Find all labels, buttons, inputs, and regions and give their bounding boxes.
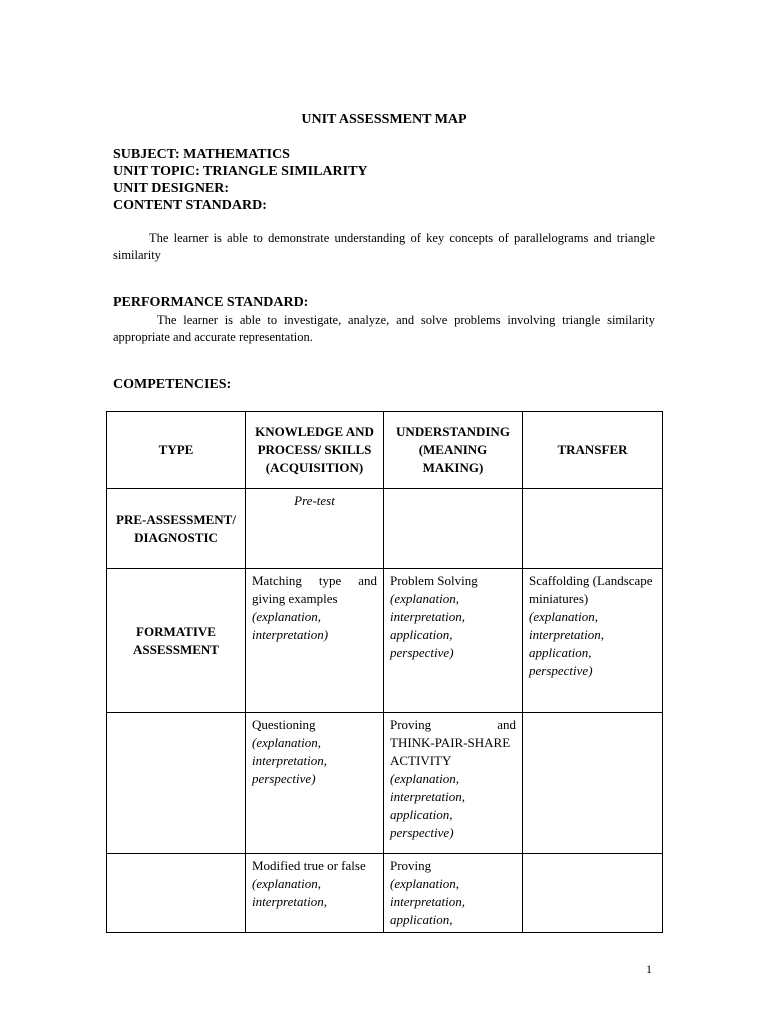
designer-line: UNIT DESIGNER: bbox=[113, 181, 230, 196]
table-row bbox=[107, 489, 663, 569]
knowledge-dimensions: (explanation, interpretation, perspective) bbox=[252, 735, 327, 786]
table-header-row bbox=[107, 412, 663, 489]
understanding-activity: THINK-PAIR-SHARE ACTIVITY bbox=[390, 735, 511, 768]
understanding-dimensions: (explanation, interpretation, application, perspective) bbox=[390, 771, 465, 840]
understanding-text: Problem Solving bbox=[390, 573, 478, 588]
knowledge-cell bbox=[246, 569, 384, 713]
understanding-dimensions: (explanation, interpretation, application, perspective) bbox=[390, 591, 465, 660]
content-standard-text: The learner is able to demonstrate understanding of key concepts of parallelograms and triangle similarity bbox=[113, 231, 655, 262]
type-cell bbox=[107, 713, 246, 854]
performance-standard-text: The learner is able to investigate, analyze, and solve problems involving triangle similarity appropriate and accurate representation. bbox=[113, 313, 655, 344]
header-knowledge: KNOWLEDGE AND PROCESS/ SKILLS (ACQUISITION) bbox=[246, 412, 384, 489]
type-cell bbox=[107, 854, 246, 933]
table-row bbox=[107, 713, 663, 854]
header-transfer: TRANSFER bbox=[523, 412, 663, 489]
performance-standard-heading: PERFORMANCE STANDARD: bbox=[113, 295, 309, 310]
understanding-text: Proving and bbox=[390, 717, 516, 732]
knowledge-cell bbox=[246, 854, 384, 933]
content-standard-heading: CONTENT STANDARD: bbox=[113, 198, 267, 213]
understanding-cell bbox=[384, 854, 523, 933]
transfer-cell bbox=[523, 569, 663, 713]
transfer-cell bbox=[523, 713, 663, 854]
meta-block bbox=[113, 146, 368, 214]
transfer-text: Scaffolding (Landscape miniatures) bbox=[529, 573, 653, 606]
table-row bbox=[107, 569, 663, 713]
understanding-dimensions: (explanation, interpretation, application, bbox=[390, 876, 465, 927]
understanding-text: Proving bbox=[390, 858, 432, 873]
competencies-heading: COMPETENCIES: bbox=[113, 377, 232, 392]
knowledge-text: Modified true or false bbox=[252, 858, 366, 873]
transfer-cell bbox=[523, 854, 663, 933]
knowledge-text: Matching type and giving examples bbox=[252, 573, 377, 606]
topic-line: UNIT TOPIC: TRIANGLE SIMILARITY bbox=[113, 164, 368, 179]
subject-line: SUBJECT: MATHEMATICS bbox=[113, 147, 290, 162]
understanding-cell bbox=[384, 569, 523, 713]
page-number: 1 bbox=[646, 962, 652, 976]
knowledge-cell: Pre-test bbox=[246, 489, 384, 569]
type-cell: PRE-ASSESSMENT/ DIAGNOSTIC bbox=[107, 489, 246, 569]
knowledge-cell bbox=[246, 713, 384, 854]
transfer-cell bbox=[523, 489, 663, 569]
knowledge-dimensions: (explanation, interpretation, bbox=[252, 876, 327, 909]
page-title: UNIT ASSESSMENT MAP bbox=[301, 112, 467, 127]
transfer-dimensions: (explanation, interpretation, application, perspective) bbox=[529, 609, 604, 678]
understanding-cell bbox=[384, 713, 523, 854]
assessment-table bbox=[106, 411, 663, 933]
understanding-cell bbox=[384, 489, 523, 569]
type-cell: FORMATIVE ASSESSMENT bbox=[107, 569, 246, 713]
header-understanding: UNDERSTANDING (MEANING MAKING) bbox=[384, 412, 523, 489]
knowledge-text: Questioning bbox=[252, 717, 316, 732]
table-row bbox=[107, 854, 663, 933]
header-type: TYPE bbox=[107, 412, 246, 489]
knowledge-dimensions: (explanation, interpretation) bbox=[252, 609, 329, 642]
